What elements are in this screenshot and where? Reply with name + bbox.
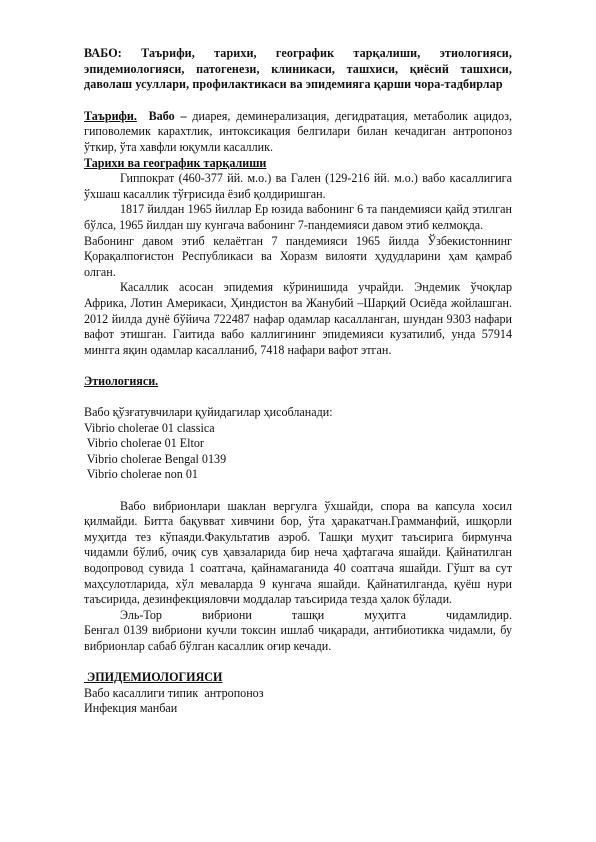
document-page: [84, 46, 512, 717]
eltor-word: Эль-Тор: [120, 607, 162, 622]
etiology-heading: Этиологияси.: [84, 373, 159, 388]
history-paragraph-1: Гиппократ (460-377 йй. м.о.) ва Гален (129-216 йй. м.о.) вабо касаллигига ўхшаш касаллик тўғрисида ёзиб қолдиришган.: [84, 171, 512, 201]
history-paragraph-3: Вабонинг давом этиб келаётган 7 пандемияси 1965 йилда Ўзбекистоннинг Қорақалпоғистон Республикаси ва Хоразм вилояти ҳудудларини ҳам қамраб олган.: [84, 233, 512, 279]
spacer: [84, 358, 512, 374]
etiology-paragraph-1: Вабо вибрионлари шаклан вергулга ўхшайди, спора ва капсула хосил қилмайди. Битта бақувват хивчини бор, ўта ҳаракатчан.Грамманфий, ишқорли муҳитда тез кўпаяди.Факультатив аэроб. Ташқи муҳит таъсирига бирмунча чидамли бўлиб, очиқ сув ҳавзаларида бир неча ҳафтагача яшайди. Қайнатилган водопровод сувида 1 соатгача, қайнамаганида 40 соатгача яшайди. Гўшт ва сут маҳсулотларида, хўл меваларда 9 кунгача яшайди. Қайнатилганда, қуёш нури таъсирида, дезинфекцияловчи моддалар таъсирида тезда ҳалок бўлади.: [84, 498, 512, 607]
history-paragraph-2: 1817 йилдан 1965 йиллар Ер юзида вабонинг 6 та пандемияси қайд этилган бўлса, 1965 йилдан шу кунгача вабонинг 7-пандемияси давом этиб келмоқда.: [84, 202, 512, 232]
eltor-line: [84, 608, 512, 624]
eltor-word: ташқи: [291, 607, 325, 622]
epidemiology-line-1: Вабо касаллиги типик антропоноз: [84, 685, 264, 700]
epidemiology-heading: ЭПИДЕМИОЛОГИЯСИ: [84, 670, 223, 685]
etiology-paragraph-2: Бенгал 0139 вибриони кучли токсин ишлаб чиқаради, антибиотикка чидамли, бу вибрионлар сабаб бўлган касаллик оғир кечади.: [84, 623, 512, 653]
history-paragraph-4: Касаллик асосан эпидемия кўринишида учрайди. Эндемик ўчоқлар Африка, Лотин Америкаси, Ҳиндистон ва Жанубий –Шарқий Осиёда жойлашган. 2012 йилда дунё бўйича 722487 нафар одамлар касалланган, шундан 9303 нафари вафот этишган. Гаитида вабо каллигининг эпидемияси кузатилиб, унда 57914 мингга яқин одамлар касалланиб, 7418 нафари вафот этган.: [84, 280, 512, 357]
document-title: ВАБО: Таърифи, тарихи, географик тарқалиши, этиологияси, эпидемиологияси, патогенези, клиникаси, ташхиси, қиёсий ташхиси, даволаш усуллари, профилактикаси ва эпидемияга қарши чора-тадбирлар: [84, 46, 512, 92]
eltor-word: вибриони: [201, 607, 252, 622]
agent-list: [84, 421, 512, 483]
eltor-word: муҳитга: [364, 607, 407, 622]
list-item: Vibrio cholerae non 01: [84, 467, 198, 482]
history-heading: Тарихи ва географик тарқалиши: [84, 155, 267, 170]
eltor-word: чидамлидир.: [446, 607, 512, 622]
definition-paragraph: [84, 109, 512, 156]
etiology-intro: Вабо қўзғатувчилари қуйидагилар ҳисобланади:: [84, 405, 333, 420]
epidemiology-line-2: Инфекция манбаи: [84, 701, 178, 716]
spacer: [84, 483, 512, 499]
list-item: Vibrio cholerae Bengal 0139: [84, 451, 227, 466]
definition-text: диарея, деминерализация, дегидратация, метаболик ацидоз, гиповолемик карахтлик, интоксикация белгилари билан кечадиган антропоноз ўткир, ўта хавфли юқумли касаллик.: [84, 108, 512, 154]
list-item: Vibrio cholerae 01 Eltor: [84, 436, 204, 451]
definition-label: Таърифи.: [84, 108, 137, 123]
list-item: Vibrio cholerae 01 classica: [84, 420, 215, 435]
spacer: [84, 389, 512, 405]
spacer: [84, 655, 512, 671]
definition-term: Вабо –: [148, 108, 187, 123]
